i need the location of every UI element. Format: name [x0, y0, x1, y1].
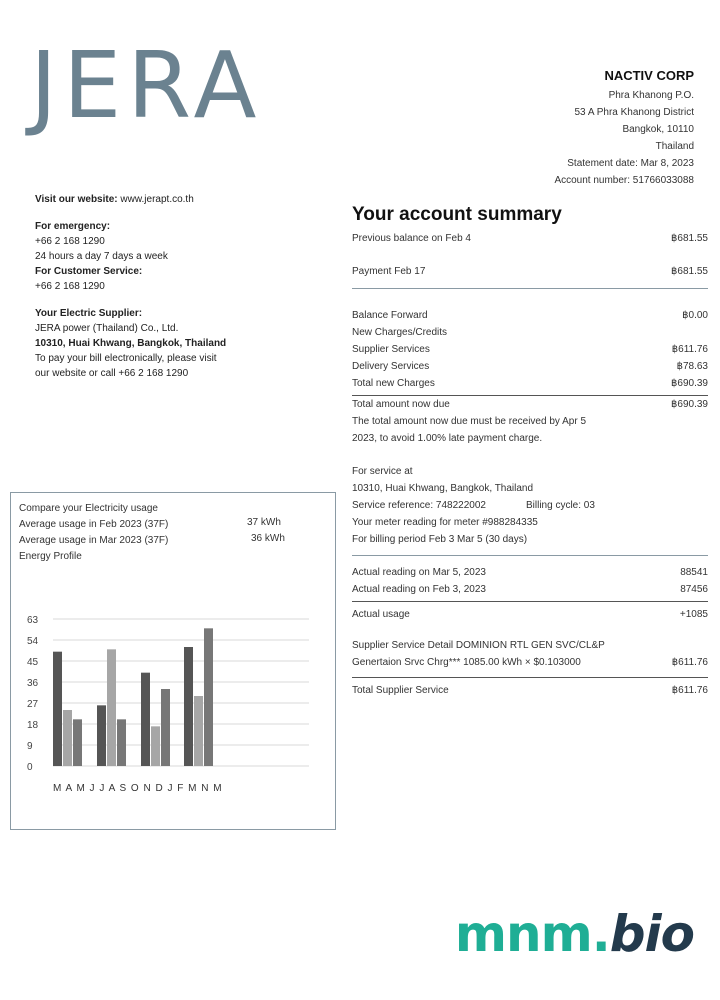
- bar: [73, 719, 82, 766]
- usage-title: Compare your Electricity usage: [19, 503, 158, 514]
- row-value: ฿611.76: [671, 657, 708, 668]
- balance-forward-row: [352, 307, 708, 324]
- billing-period: For billing period Feb 3 Mar 5 (30 days): [352, 534, 528, 545]
- reading-row: [352, 564, 708, 581]
- service-label: For Customer Service:: [35, 266, 143, 277]
- total-supplier-row: [352, 682, 708, 699]
- emergency-phone: +66 2 168 1290: [35, 236, 105, 247]
- account-summary: [352, 204, 708, 699]
- account-number: Account number: 51766033088: [554, 175, 694, 186]
- pay-info: To pay your bill electronically, please visit: [35, 353, 217, 364]
- company-line: Phra Khanong P.O.: [608, 90, 694, 101]
- delivery-services-row: [352, 358, 708, 375]
- row-value: +1085: [679, 609, 708, 620]
- energy-profile-label: Energy Profile: [19, 551, 82, 562]
- service-reference: Service reference: 748222002: [352, 500, 486, 511]
- row-label: Total new Charges: [352, 378, 435, 389]
- row-value: ฿681.55: [671, 233, 708, 244]
- supplier-name: JERA power (Thailand) Co., Ltd.: [35, 323, 179, 334]
- bar: [151, 726, 160, 766]
- mar-usage-value: 36 kWh: [251, 533, 285, 544]
- meter-reading: Your meter reading for meter #988284335: [352, 517, 538, 528]
- emergency-hours: 24 hours a day 7 days a week: [35, 251, 168, 262]
- row-label: Balance Forward: [352, 310, 428, 321]
- company-line: Thailand: [655, 141, 694, 152]
- row-label: Actual reading on Feb 3, 2023: [352, 584, 486, 595]
- divider: [352, 601, 708, 602]
- feb-usage-label: Average usage in Feb 2023 (37F): [19, 519, 169, 530]
- previous-balance-row: [352, 230, 708, 247]
- supplier-label: Your Electric Supplier:: [35, 308, 143, 319]
- row-label: Actual usage: [352, 609, 410, 620]
- brand-watermark: [455, 905, 694, 963]
- bar: [117, 719, 126, 766]
- row-value: 88541: [680, 567, 708, 578]
- due-note: 2023, to avoid 1.00% late payment charge.: [352, 433, 543, 444]
- x-axis-label: M A M J J A S O N D J F M N M: [53, 783, 223, 794]
- bar: [184, 647, 193, 766]
- row-value: ฿611.76: [671, 685, 708, 696]
- website-link[interactable]: www.jerapt.co.th: [120, 194, 194, 205]
- supplier-services-row: [352, 341, 708, 358]
- bar: [141, 673, 150, 766]
- emergency-label: For emergency:: [35, 221, 111, 232]
- row-value: ฿78.63: [676, 361, 708, 372]
- divider: [352, 288, 708, 289]
- service-reference-row: [352, 497, 708, 514]
- amount-due-row: [352, 396, 708, 413]
- bar: [194, 696, 203, 766]
- row-label: Previous balance on Feb 4: [352, 233, 471, 244]
- row-label: New Charges/Credits: [352, 327, 448, 338]
- y-tick-label: 54: [27, 636, 39, 647]
- row-label: Actual reading on Mar 5, 2023: [352, 567, 486, 578]
- brand-part2: bio: [609, 905, 694, 963]
- payment-row: [352, 263, 708, 280]
- billing-cycle: Billing cycle: 03: [525, 500, 595, 511]
- bar: [107, 649, 116, 766]
- total-new-charges-row: [352, 375, 708, 392]
- y-tick-label: 9: [27, 741, 33, 752]
- row-label: Total Supplier Service: [352, 685, 449, 696]
- row-label: Supplier Services: [352, 344, 430, 355]
- feb-usage-value: 37 kWh: [247, 517, 281, 528]
- y-tick-label: 63: [27, 615, 39, 626]
- row-label: Genertaion Srvc Chrg*** 1085.00 kWh × $0.103000: [352, 657, 581, 668]
- bar: [63, 710, 72, 766]
- statement-date: Statement date: Mar 8, 2023: [567, 158, 694, 169]
- summary-title: Your account summary: [352, 204, 562, 225]
- jera-logo: JERA: [30, 32, 263, 139]
- bar: [53, 652, 62, 766]
- energy-profile-chart: [11, 493, 335, 829]
- company-line: Bangkok, 10110: [622, 124, 694, 135]
- actual-usage-row: [352, 606, 708, 623]
- bar: [161, 689, 170, 766]
- bar: [204, 628, 213, 766]
- usage-comparison-box: [10, 492, 336, 830]
- y-tick-label: 36: [27, 678, 39, 689]
- row-value: ฿611.76: [671, 344, 708, 355]
- row-label: Payment Feb 17: [352, 266, 426, 277]
- company-address-block: [554, 68, 694, 189]
- y-tick-label: 18: [27, 720, 39, 731]
- y-tick-label: 0: [27, 762, 33, 773]
- new-charges-row: [352, 324, 708, 341]
- row-value: ฿0.00: [682, 310, 708, 321]
- company-name: NACTIV CORP: [604, 68, 694, 83]
- supplier-address: 10310, Huai Khwang, Bangkok, Thailand: [35, 338, 227, 349]
- contact-info: [35, 192, 335, 381]
- due-note: The total amount now due must be received by Apr 5: [352, 416, 587, 427]
- service-at: For service at: [352, 466, 413, 477]
- row-label: Total amount now due: [352, 399, 450, 410]
- pay-info: our website or call +66 2 168 1290: [35, 368, 189, 379]
- row-value: ฿681.55: [671, 266, 708, 277]
- row-value: ฿690.39: [671, 378, 708, 389]
- row-value: 87456: [680, 584, 708, 595]
- supplier-detail: Supplier Service Detail DOMINION RTL GEN SVC/CL&P: [352, 640, 605, 651]
- y-tick-label: 27: [27, 699, 39, 710]
- mar-usage-label: Average usage in Mar 2023 (37F): [19, 535, 169, 546]
- divider: [352, 677, 708, 678]
- reading-row: [352, 581, 708, 598]
- brand-part1: mnm.: [454, 905, 610, 963]
- website-label: Visit our website:: [35, 194, 118, 205]
- divider: [352, 555, 708, 556]
- company-line: 53 A Phra Khanong District: [574, 107, 694, 118]
- service-address: 10310, Huai Khwang, Bangkok, Thailand: [352, 483, 534, 494]
- service-phone: +66 2 168 1290: [35, 281, 105, 292]
- row-value: ฿690.39: [671, 399, 708, 410]
- generation-charge-row: [352, 654, 708, 671]
- y-tick-label: 45: [27, 657, 39, 668]
- row-label: Delivery Services: [352, 361, 430, 372]
- bar: [97, 705, 106, 766]
